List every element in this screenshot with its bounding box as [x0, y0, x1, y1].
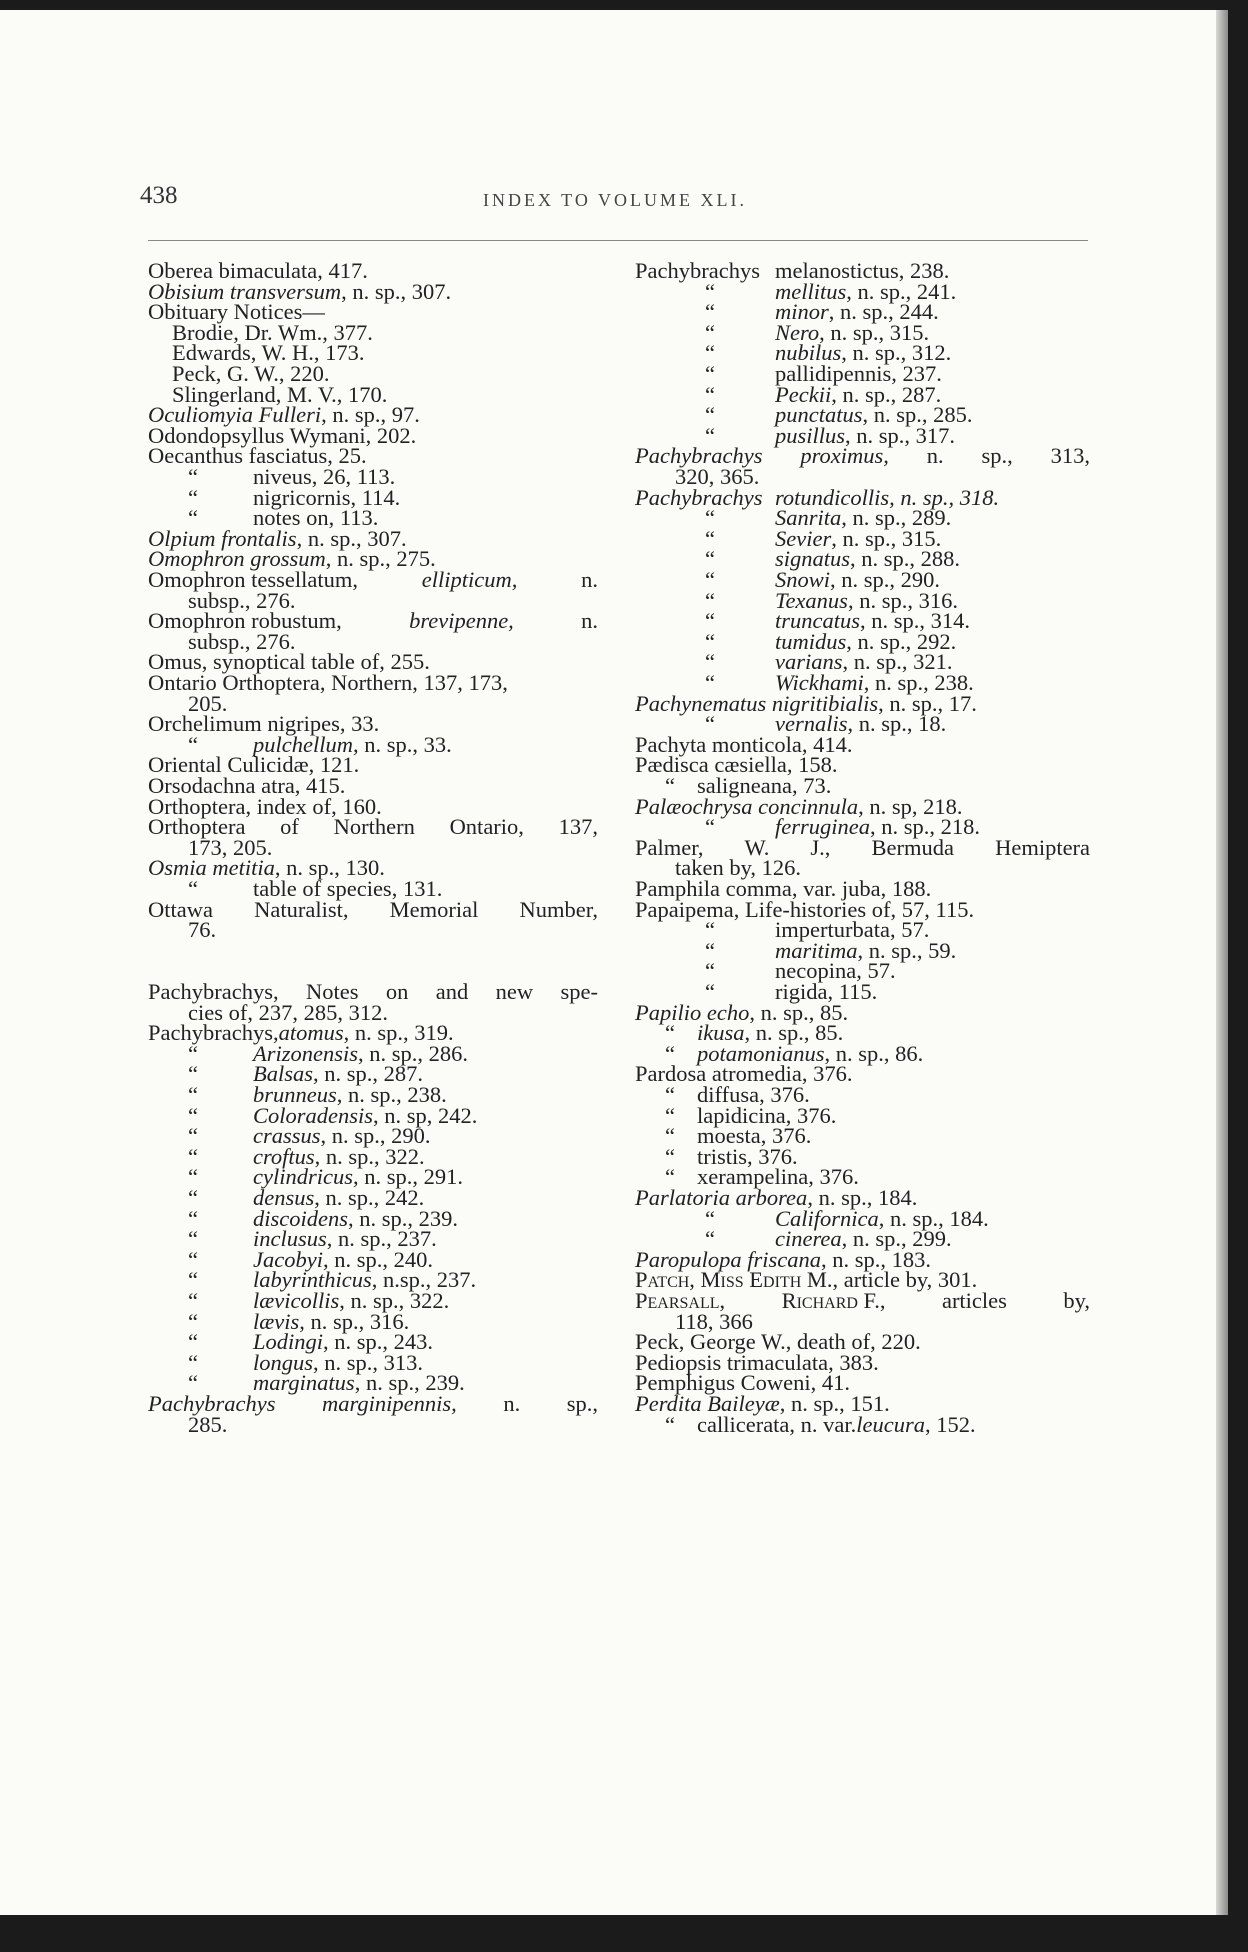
entry-text: Pachynematus nigritibialis: [635, 690, 879, 716]
entry-text: tristis, 376.: [697, 1143, 798, 1169]
ditto-mark: “: [705, 1205, 715, 1231]
entry-text: , n. sp., 287.: [831, 381, 942, 407]
entry-text: , n. sp, 218.: [858, 793, 963, 819]
ditto-mark: “: [665, 1411, 675, 1437]
entry-text: atomus: [278, 1020, 344, 1046]
entry-text: cinerea: [775, 1226, 842, 1252]
entry-text: subsp., 276.: [188, 587, 296, 613]
entry-text: , n. sp., 307.: [341, 278, 452, 304]
ditto-mark: “: [705, 649, 715, 675]
entry-text: Oecanthus fasciatus, 25.: [148, 443, 367, 469]
entry-text: Pemphigus Coweni, 41.: [635, 1370, 851, 1396]
entry-text: marginipennis,: [322, 1391, 457, 1416]
entry-text: callicerata, n. var.: [697, 1411, 857, 1437]
ditto-mark: “: [188, 484, 198, 510]
entry-text: n.: [581, 608, 598, 634]
entry-text: Obituary Notices—: [148, 299, 325, 325]
ditto-mark: “: [705, 814, 715, 840]
entry-text: Olpium frontalis: [148, 525, 297, 551]
entry-text: Pachybrachys,: [148, 979, 279, 1004]
entry-text: Richard F.,: [781, 1288, 886, 1313]
ditto-mark: “: [705, 979, 715, 1004]
entry-text: Orthoptera: [148, 814, 246, 840]
ditto-mark: “: [705, 937, 715, 963]
entry-text: Pardosa atromedia, 376.: [635, 1061, 853, 1087]
entry-text: diffusa, 376.: [697, 1082, 810, 1107]
entry-text: , n. sp., 151.: [779, 1391, 890, 1416]
entry-text: , n. sp., 287.: [313, 1061, 424, 1087]
entry-text: , n. sp., 33.: [352, 731, 452, 757]
entry-text: longus: [253, 1349, 314, 1375]
entry-text: on: [385, 979, 409, 1004]
entry-text: punctatus: [775, 402, 863, 428]
entry-text: Orchelimum nigripes, 33.: [148, 711, 380, 737]
entry-text: imperturbata, 57.: [775, 917, 930, 943]
entry-text: Orthoptera, index of, 160.: [148, 793, 382, 819]
ditto-mark: “: [188, 731, 198, 757]
entry-text: J.,: [810, 834, 831, 860]
entry-text: Memorial: [389, 896, 479, 922]
entry-text: minor: [775, 299, 829, 325]
entry-text: Paropulopa friscana: [635, 1246, 822, 1272]
entry-text: Papilio echo: [635, 999, 750, 1025]
entry-text: Ontario Orthoptera, Northern, 137, 173,: [148, 670, 508, 695]
ditto-mark: “: [188, 1143, 198, 1169]
entry-text: , n. sp., 97.: [321, 402, 420, 428]
entry-text: moesta, 376.: [697, 1123, 812, 1149]
entry-text: , n. sp., 299.: [841, 1226, 952, 1252]
entry-text: brunneus: [253, 1082, 337, 1107]
entry-text: Hemiptera: [995, 834, 1091, 860]
entry-text: 313,: [1050, 443, 1091, 469]
entry-text: , n. sp., 288.: [850, 546, 961, 572]
ditto-mark: “: [665, 1123, 675, 1149]
entry-text: taken by, 126.: [675, 855, 802, 881]
entry-text: , n. sp., 314.: [860, 608, 971, 634]
entry-text: vernalis: [775, 711, 848, 737]
entry-text: n.: [581, 567, 598, 592]
ditto-mark: “: [705, 505, 715, 531]
entry-text: , n. sp., 184.: [878, 1205, 989, 1231]
entry-text: , n. sp., 86.: [824, 1040, 924, 1066]
entry-text: , article by, 301.: [832, 1267, 978, 1293]
ditto-mark: “: [705, 361, 715, 386]
entry-text: Palmer,: [635, 834, 704, 860]
entry-text: , n. sp., 307.: [296, 525, 407, 551]
ditto-mark: “: [705, 299, 715, 325]
entry-text: rigida, 115.: [775, 979, 878, 1004]
entry-text: sp.,: [981, 443, 1013, 469]
entry-text: Peckii: [775, 381, 832, 407]
entry-text: sp.,: [566, 1391, 599, 1416]
ditto-mark: “: [705, 422, 715, 448]
entry-text: Patch, Miss Edith M.: [635, 1267, 833, 1293]
ditto-mark: “: [705, 340, 715, 366]
ditto-mark: “: [665, 773, 675, 798]
ditto-mark: “: [705, 917, 715, 943]
ditto-mark: “: [188, 1246, 198, 1272]
entry-text: lævicollis: [253, 1288, 340, 1313]
entry-text: Nero: [775, 319, 820, 345]
ditto-mark: “: [188, 464, 198, 489]
entry-text: ellipticum,: [421, 567, 518, 592]
entry-text: , n. sp., 85.: [744, 1020, 844, 1046]
entry-text: , n. sp., 289.: [841, 505, 952, 531]
entry-text: of: [280, 814, 299, 840]
entry-text: Papaipema, Life-histories of, 57, 115.: [635, 896, 975, 922]
entry-text: 173, 205.: [188, 834, 273, 860]
ditto-mark: “: [188, 1082, 198, 1107]
ditto-mark: “: [705, 546, 715, 572]
ditto-mark: “: [188, 1102, 198, 1128]
ditto-mark: “: [705, 278, 715, 304]
entry-text: Pearsall,: [635, 1288, 726, 1313]
entry-text: Wickhami: [775, 670, 864, 695]
entry-text: discoidens: [253, 1205, 348, 1231]
entry-text: Californica: [775, 1205, 879, 1231]
ditto-mark: “: [188, 1185, 198, 1210]
entry-text: , n. sp., 292.: [846, 628, 957, 654]
entry-text: , 152.: [925, 1411, 976, 1437]
ditto-mark: “: [705, 381, 715, 407]
entry-text: Bermuda: [871, 834, 954, 860]
entry-text: cies of, 237, 285, 312.: [188, 999, 388, 1025]
ditto-mark: “: [665, 1164, 675, 1190]
entry-text: Oculiomyia Fulleri: [148, 402, 322, 428]
entry-text: Pachybrachys: [635, 484, 763, 510]
entry-text: cylindricus: [253, 1164, 353, 1190]
entry-text: 76.: [188, 917, 217, 943]
entry-text: Pædisca cæsiella, 158.: [635, 752, 838, 778]
entry-text: , n. sp., 183.: [821, 1246, 932, 1272]
entry-text: , n. sp., 238.: [336, 1082, 447, 1107]
ditto-mark: “: [705, 567, 715, 592]
entry-text: , n. sp., 312.: [841, 340, 952, 366]
entry-text: , n. sp., 17.: [878, 690, 977, 716]
entry-text: 205.: [188, 690, 228, 716]
entry-text: , n. sp., 317.: [845, 422, 956, 448]
entry-text: Pachybrachys,: [148, 1020, 279, 1046]
entry-text: articles: [941, 1288, 1007, 1313]
entry-text: Peck, G. W., 220.: [172, 361, 330, 386]
entry-text: Pamphila comma, var. juba, 188.: [635, 876, 932, 901]
entry-text: necopina, 57.: [775, 958, 896, 984]
entry-text: densus: [253, 1185, 315, 1210]
entry-text: , n. sp., 290.: [830, 567, 941, 592]
entry-text: , n. sp., 291.: [352, 1164, 463, 1190]
entry-text: , n. sp., 316.: [847, 587, 958, 613]
entry-text: 285.: [188, 1411, 228, 1437]
index-entry: [635, 1412, 1090, 1437]
entry-text: , n. sp., 318.: [889, 484, 1000, 510]
page-number: 438: [140, 182, 178, 209]
entry-text: crassus: [253, 1123, 321, 1149]
entry-text: , n. sp., 240.: [322, 1246, 433, 1272]
entry-text: maritima: [775, 937, 858, 963]
entry-text: Osmia metitia: [148, 855, 275, 881]
entry-text: , n. sp., 238.: [863, 670, 974, 695]
entry-text: Number,: [519, 896, 599, 922]
entry-text: Sevier: [775, 525, 832, 551]
entry-text: pallidipennis, 237.: [775, 361, 942, 386]
entry-text: Omophron grossum: [148, 546, 326, 572]
entry-text: Naturalist,: [254, 896, 349, 922]
entry-text: , n. sp., 237.: [326, 1226, 437, 1252]
entry-text: brevipenne,: [409, 608, 514, 634]
entry-text: Ottawa: [148, 896, 213, 922]
entry-text: , n. sp., 59.: [857, 937, 957, 963]
ditto-mark: “: [705, 711, 715, 737]
entry-text: pulchellum: [253, 731, 353, 757]
ditto-mark: “: [188, 1205, 198, 1231]
ditto-mark: “: [188, 1308, 198, 1334]
entry-text: , n. sp., 244.: [828, 299, 939, 325]
entry-text: 118, 366: [675, 1308, 753, 1334]
entry-text: Pachyta monticola, 414.: [635, 731, 853, 757]
entry-text: Omophron robustum,: [148, 608, 342, 634]
ditto-mark: “: [665, 1040, 675, 1066]
entry-text: , n. sp., 239.: [354, 1370, 465, 1396]
entry-text: , n. sp., 85.: [749, 999, 849, 1025]
entry-text: leucura: [856, 1411, 926, 1437]
entry-text: , n. sp., 322.: [314, 1143, 425, 1169]
entry-text: , n. sp., 242.: [314, 1185, 425, 1210]
entry-text: nigricornis, 114.: [253, 484, 401, 510]
page-edge-shadow: [1216, 10, 1228, 1915]
entry-text: croftus: [253, 1143, 315, 1169]
entry-text: Sanrita: [775, 505, 842, 531]
ditto-mark: “: [188, 1164, 198, 1190]
entry-text: new: [495, 979, 534, 1004]
entry-text: , n. sp., 315.: [819, 319, 930, 345]
entry-text: Oriental Culicidæ, 121.: [148, 752, 360, 778]
entry-text: Northern: [333, 814, 415, 840]
entry-text: Pachybrachys: [635, 258, 760, 283]
entry-text: , n. sp., 239.: [348, 1205, 459, 1231]
entry-text: marginatus: [253, 1370, 355, 1396]
entry-text: n.: [926, 443, 944, 469]
entry-text: Coloradensis: [253, 1102, 374, 1128]
entry-text: , n. sp., 316.: [299, 1308, 410, 1334]
entry-text: , n. sp., 184.: [807, 1185, 918, 1210]
ditto-mark: “: [705, 525, 715, 551]
entry-text: inclusus: [253, 1226, 327, 1252]
ditto-mark: “: [188, 1061, 198, 1087]
entry-text: , n. sp., 315.: [831, 525, 942, 551]
ditto-mark: “: [665, 1082, 675, 1107]
entry-text: Texanus: [775, 587, 848, 613]
entry-text: 320, 365.: [675, 464, 760, 489]
entry-text: Oberea bimaculata, 417.: [148, 258, 368, 283]
entry-text: Obisium transversum: [148, 278, 342, 304]
ditto-mark: “: [705, 319, 715, 345]
book-page: [0, 10, 1216, 1915]
entry-text: Palæochrysa concinnula: [635, 793, 859, 819]
entry-text: melanostictus, 238.: [775, 258, 950, 283]
ditto-mark: “: [665, 1020, 675, 1046]
ditto-mark: “: [188, 1040, 198, 1066]
entry-text: W.: [744, 834, 770, 860]
entry-text: subsp., 276.: [188, 628, 296, 654]
entry-text: rotundicollis, n. sp., 318.: [775, 484, 1000, 510]
entry-text: , n.sp., 237.: [371, 1267, 477, 1293]
index-entry: [148, 1412, 638, 1437]
ditto-mark: “: [188, 1123, 198, 1149]
entry-text: , n. sp., 319.: [343, 1020, 454, 1046]
entry-text: , n. sp., 321.: [842, 649, 953, 675]
entry-text: , n. sp., 218.: [870, 814, 981, 840]
entry-text: Arizonensis: [253, 1040, 359, 1066]
entry-text: , n. sp., 290.: [320, 1123, 431, 1149]
entry-text: , n. sp, 242.: [373, 1102, 478, 1128]
entry-text: saligneana, 73.: [697, 773, 832, 798]
entry-text: niveus, 26, 113.: [253, 464, 396, 489]
entry-text: notes on, 113.: [253, 505, 379, 531]
entry-text: potamonianus: [697, 1040, 825, 1066]
entry-text: Orsodachna atra, 415.: [148, 773, 346, 798]
entry-text: Ontario,: [449, 814, 524, 840]
entry-text: table of species, 131.: [253, 876, 443, 901]
ditto-mark: “: [665, 1143, 675, 1169]
entry-text: , n. sp., 322.: [339, 1288, 450, 1313]
entry-text: lævis: [253, 1308, 300, 1334]
entry-text: Pachybrachys: [635, 443, 763, 469]
entry-text: Snowi: [775, 567, 831, 592]
entry-text: Pediopsis trimaculata, 383.: [635, 1349, 879, 1375]
entry-text: Perdita Baileyæ: [635, 1391, 780, 1416]
entry-text: truncatus: [775, 608, 861, 634]
entry-text: Odondopsyllus Wymani, 202.: [148, 422, 417, 448]
header-rule: [148, 240, 1088, 241]
page-header: [140, 178, 1090, 218]
entry-text: Balsas: [253, 1061, 314, 1087]
entry-text: n.: [503, 1391, 521, 1416]
ditto-mark: “: [188, 1349, 198, 1375]
entry-text: Peck, George W., death of, 220.: [635, 1329, 921, 1355]
entry-text: , n. sp., 275.: [325, 546, 436, 572]
entry-text: xerampelina, 376.: [697, 1164, 859, 1190]
entry-text: by,: [1063, 1288, 1091, 1313]
entry-text: , n. sp., 285.: [862, 402, 973, 428]
ditto-mark: “: [188, 1370, 198, 1396]
entry-text: ferruginea: [775, 814, 870, 840]
entry-text: Notes: [305, 979, 359, 1004]
entry-text: signatus: [775, 546, 851, 572]
entry-text: Parlatoria arborea: [635, 1185, 808, 1210]
entry-text: proximus,: [800, 443, 889, 469]
entry-text: nubilus: [775, 340, 842, 366]
ditto-mark: “: [705, 670, 715, 695]
entry-text: varians: [775, 649, 843, 675]
ditto-mark: “: [188, 1288, 198, 1313]
ditto-mark: “: [188, 505, 198, 531]
ditto-mark: “: [188, 1267, 198, 1293]
ditto-mark: “: [705, 402, 715, 428]
running-title: INDEX TO VOLUME XLI.: [483, 190, 747, 210]
ditto-mark: “: [705, 628, 715, 654]
ditto-mark: “: [188, 1329, 198, 1355]
entry-text: ikusa: [697, 1020, 745, 1046]
entry-text: , n. sp., 313.: [313, 1349, 424, 1375]
entry-text: , n. sp., 241.: [846, 278, 957, 304]
ditto-mark: “: [705, 587, 715, 613]
ditto-mark: “: [188, 1226, 198, 1252]
entry-text: Slingerland, M. V., 170.: [172, 381, 388, 407]
ditto-mark: “: [188, 876, 198, 901]
entry-text: Omus, synoptical table of, 255.: [148, 649, 430, 675]
entry-text: , n. sp., 18.: [847, 711, 947, 737]
entry-text: and: [435, 979, 469, 1004]
entry-text: Lodingi: [253, 1329, 324, 1355]
entry-text: Brodie, Dr. Wm., 377.: [172, 319, 373, 345]
entry-text: labyrinthicus: [253, 1267, 372, 1293]
entry-text: Edwards, W. H., 173.: [172, 340, 365, 366]
entry-text: , n. sp., 243.: [323, 1329, 434, 1355]
entry-text: pusillus: [775, 422, 846, 448]
entry-text: , n. sp., 286.: [358, 1040, 469, 1066]
entry-text: 137,: [558, 814, 598, 840]
entry-text: tumidus: [775, 628, 847, 654]
entry-text: , n. sp., 130.: [274, 855, 385, 881]
ditto-mark: “: [705, 1226, 715, 1252]
ditto-mark: “: [705, 958, 715, 984]
entry-text: lapidicina, 376.: [697, 1102, 837, 1128]
entry-text: Jacobyi: [253, 1246, 323, 1272]
ditto-mark: “: [665, 1102, 675, 1128]
entry-text: Omophron tessellatum,: [148, 567, 358, 592]
ditto-mark: “: [705, 608, 715, 634]
entry-text: Pachybrachys: [148, 1391, 276, 1416]
entry-text: mellitus: [775, 278, 847, 304]
entry-text: spe-: [560, 979, 599, 1004]
